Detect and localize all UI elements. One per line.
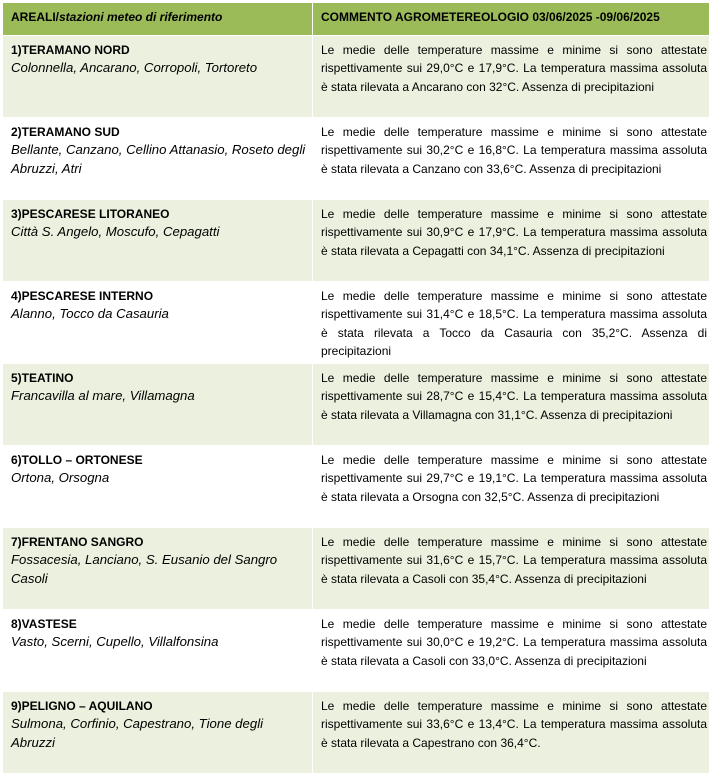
table-row (3, 36, 710, 118)
area-name: 7)FRENTANO SANGRO (11, 535, 144, 549)
table-row (3, 692, 710, 774)
area-name: 9)PELIGNO – AQUILANO (11, 699, 153, 713)
table-row (3, 282, 710, 364)
agrometeo-table (2, 2, 710, 774)
area-cell (3, 446, 313, 528)
area-cell (3, 610, 313, 692)
area-name: 8)VASTESE (11, 617, 77, 631)
area-stations: Francavilla al mare, Villamagna (11, 388, 195, 404)
header-commento: COMMENTO AGROMETEREOLOGIO 03/06/2025 -09/06/2025 (313, 3, 710, 36)
area-cell (3, 692, 313, 774)
header-row (3, 3, 710, 36)
area-name: 2)TERAMANO SUD (11, 125, 120, 139)
table-row (3, 528, 710, 610)
comment-cell (313, 446, 710, 528)
area-cell (3, 528, 313, 610)
comment-cell (313, 282, 710, 364)
table-row (3, 118, 710, 200)
table-row (3, 364, 710, 446)
area-name: 1)TERAMANO NORD (11, 43, 130, 57)
table-row (3, 200, 710, 282)
area-stations: Bellante, Canzano, Cellino Attanasio, Roseto degli Abruzzi, Atri (11, 142, 306, 176)
header-stazioni-italic: stazioni meteo di riferimento (59, 10, 223, 24)
area-cell (3, 282, 313, 364)
area-name: 3)PESCARESE LITORANEO (11, 207, 170, 221)
comment-cell (313, 200, 710, 282)
comment-text: Le medie delle temperature massime e minime si sono attestate rispettivamente sui 31,6°C e 15,7°C. La temperatura massima assoluta è stata rilevata a Casoli con 35,4°C. Assenza di precipitazioni (321, 535, 707, 586)
comment-text: Le medie delle temperature massime e minime si sono attestate rispettivamente sui 28,7°C e 15,4°C. La temperatura massima assoluta è stata rilevata a Villamagna con 31,1°C. Assenza di precipitazioni (321, 371, 707, 422)
comment-cell (313, 610, 710, 692)
area-stations: Colonnella, Ancarano, Corropoli, Tortoreto (11, 60, 258, 76)
area-cell (3, 118, 313, 200)
table-row (3, 446, 710, 528)
comment-text: Le medie delle temperature massime e minime si sono attestate rispettivamente sui 30,9°C e 17,9°C. La temperatura massima assoluta è stata rilevata a Cepagatti con 34,1°C. Assenza di precipitazioni (321, 207, 707, 258)
area-name: 5)TEATINO (11, 371, 74, 385)
area-cell (3, 200, 313, 282)
area-name: 4)PESCARESE INTERNO (11, 289, 154, 303)
comment-cell (313, 364, 710, 446)
area-stations: Sulmona, Corfinio, Capestrano, Tione degli Abruzzi (11, 716, 264, 750)
header-areali (3, 3, 313, 36)
table-header (3, 3, 710, 36)
area-stations: Vasto, Scerni, Cupello, Villalfonsina (11, 634, 219, 650)
table-body (3, 36, 710, 774)
comment-text: Le medie delle temperature massime e minime si sono attestate rispettivamente sui 29,0°C e 17,9°C. La temperatura massima assoluta è stata rilevata a Ancarano con 32°C. Assenza di precipitazioni (321, 43, 707, 94)
area-stations: Città S. Angelo, Moscufo, Cepagatti (11, 224, 220, 240)
area-name: 6)TOLLO – ORTONESE (11, 453, 143, 467)
area-cell (3, 364, 313, 446)
area-stations: Fossacesia, Lanciano, S. Eusanio del Sangro Casoli (11, 552, 278, 586)
comment-text: Le medie delle temperature massime e minime si sono attestate rispettivamente sui 31,4°C e 18,5°C. La temperatura massima assoluta è stata rilevata a Tocco da Casauria con 35,2°C. Assenza di precipitazioni (321, 289, 707, 358)
comment-text: Le medie delle temperature massime e minime si sono attestate rispettivamente sui 29,7°C e 19,1°C. La temperatura massima assoluta è stata rilevata a Orsogna con 32,5°C. Assenza di precipitazioni (321, 453, 707, 504)
area-cell (3, 36, 313, 118)
area-stations: Ortona, Orsogna (11, 470, 110, 486)
area-stations: Alanno, Tocco da Casauria (11, 306, 169, 322)
comment-cell (313, 528, 710, 610)
table-row (3, 610, 710, 692)
comment-cell (313, 692, 710, 774)
comment-cell (313, 36, 710, 118)
header-areali-bold: AREALI/ (11, 10, 59, 24)
comment-text: Le medie delle temperature massime e minime si sono attestate rispettivamente sui 33,6°C e 13,4°C. La temperatura massima assoluta è stata rilevata a Capestrano con 36,4°C. (321, 699, 707, 750)
comment-cell (313, 118, 710, 200)
comment-text: Le medie delle temperature massime e minime si sono attestate rispettivamente sui 30,2°C e 16,8°C. La temperatura massima assoluta è stata rilevata a Canzano con 33,6°C. Assenza di precipitazioni (321, 125, 707, 176)
comment-text: Le medie delle temperature massime e minime si sono attestate rispettivamente sui 30,0°C e 19,2°C. La temperatura massima assoluta è stata rilevata a Casoli con 33,0°C. Assenza di precipitazioni (321, 617, 707, 668)
